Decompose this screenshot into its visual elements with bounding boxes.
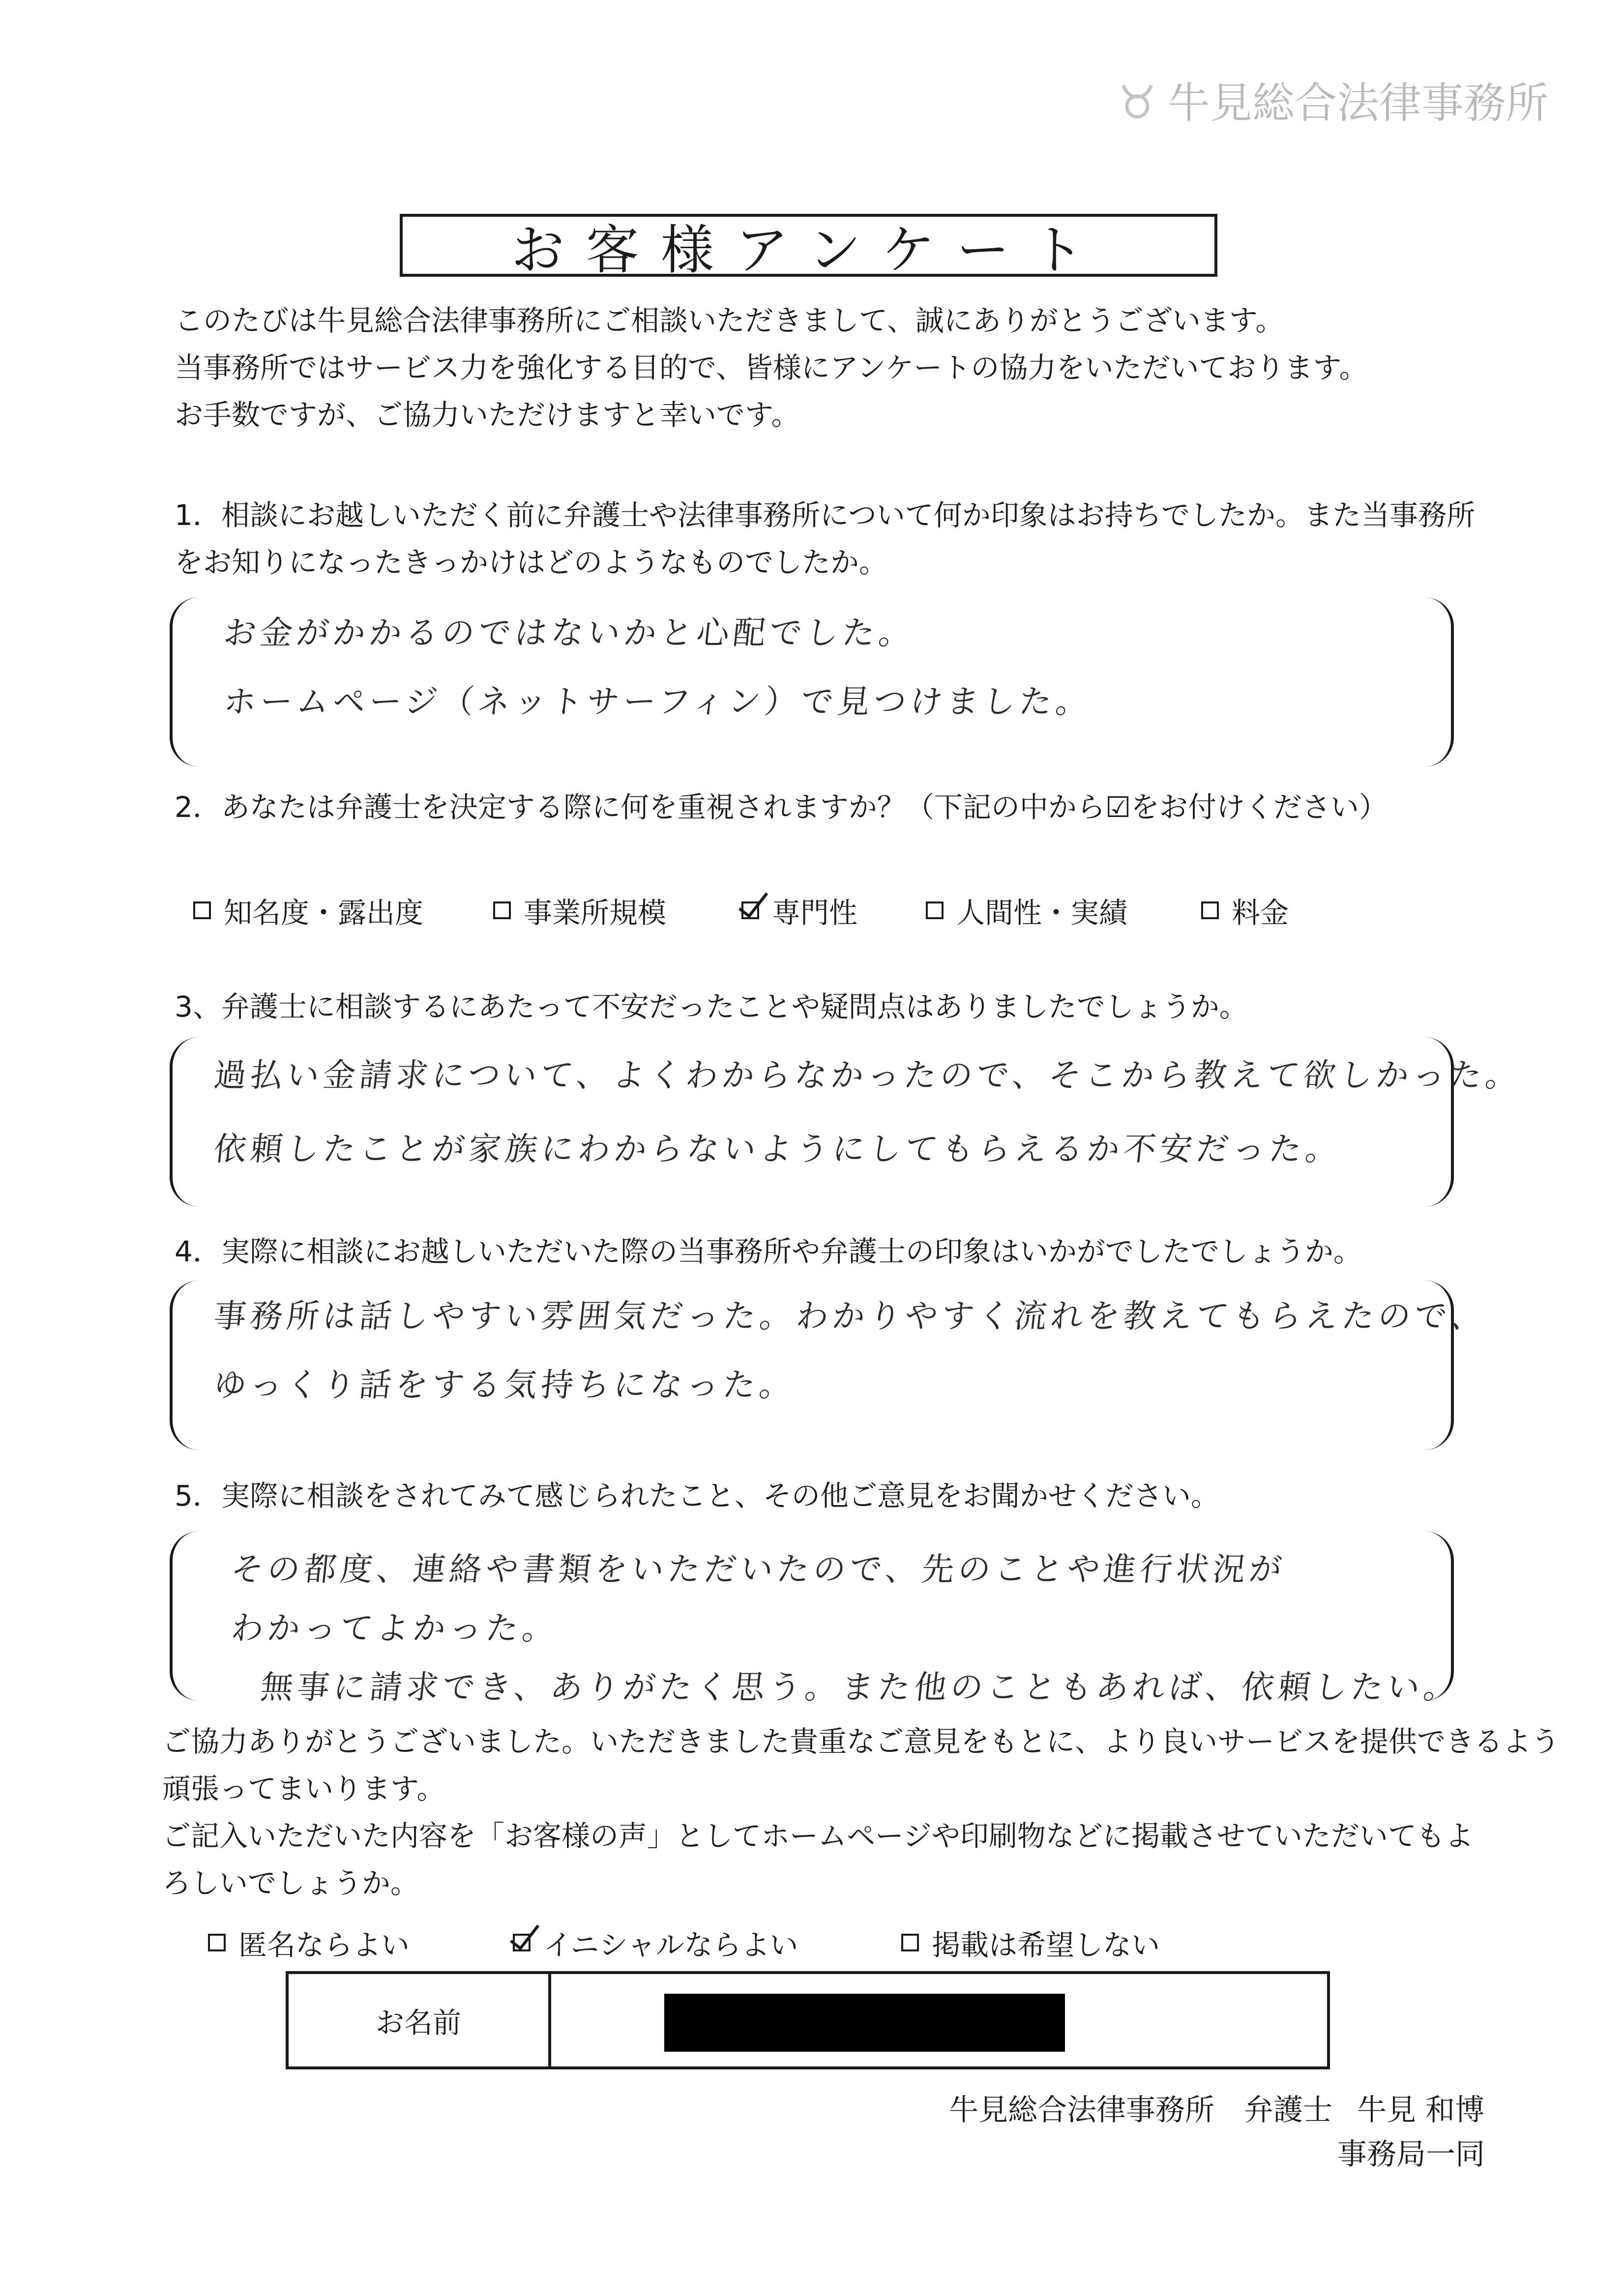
- signature-role: 弁護士: [1244, 2093, 1332, 2127]
- question-3: 3、弁護士に相談するにあたって不安だったことや疑問点はありましたでしょうか。: [175, 990, 1248, 1023]
- option-expertise[interactable]: [741, 890, 857, 931]
- question-5: 5．実際に相談をされてみて感じられたこと、その他ご意見をお聞かせください。: [175, 1479, 1219, 1512]
- closing-line-3: ご記入いただいた内容を「お客様の声」としてホームページや印刷物などに掲載させていただいてもよ: [162, 1819, 1474, 1853]
- intro-line-3: お手数ですが、ご協力いただけますと幸いです。: [175, 398, 800, 432]
- answer-5-line-2: わかってよかった。: [229, 1609, 561, 1647]
- option-label: 人間性・実績: [956, 896, 1128, 930]
- option-initials[interactable]: [513, 1922, 798, 1963]
- closing-line-4: ろしいでしょうか。: [162, 1866, 419, 1900]
- name-table: [286, 1971, 1330, 2069]
- answer-4-line-2: ゆっくり話をする気持ちになった。: [212, 1366, 798, 1404]
- option-label: 匿名ならよい: [238, 1928, 410, 1962]
- question-4: 4．実際に相談にお越しいただいた際の当事務所や弁護士の印象はいかがでしたでしょうか。: [175, 1235, 1362, 1268]
- signature-name: 牛見 和博: [1357, 2093, 1485, 2127]
- checkbox[interactable]: [493, 901, 511, 919]
- redaction-bar: [664, 1994, 1065, 2052]
- option-label: 料金: [1232, 896, 1289, 930]
- option-label: イニシャルならよい: [543, 1928, 798, 1962]
- answer-3-line-1: 過払い金請求について、よくわからなかったので、そこから教えて欲しかった。: [212, 1056, 1524, 1094]
- option-fee[interactable]: [1201, 890, 1289, 931]
- intro-line-1: このたびは牛見総合法律事務所にご相談いただきまして、誠にありがとうございます。: [175, 304, 1284, 337]
- answer-1-line-1: お金がかかるのではないかと心配でした。: [222, 614, 917, 652]
- question-1-line-1: 1．相談にお越しいただく前に弁護士や法律事務所について何か印象はお持ちでしたか。また当事務所: [175, 498, 1476, 532]
- name-field[interactable]: [551, 1974, 1327, 2066]
- signature-office: 牛見総合法律事務所: [949, 2093, 1214, 2127]
- option-label: 知名度・露出度: [224, 896, 424, 930]
- name-label: お名前: [289, 1974, 551, 2066]
- bull-logo-icon: [1114, 76, 1161, 123]
- answer-4-line-1: 事務所は話しやすい雰囲気だった。わかりやすく流れを教えてもらえたので、: [212, 1297, 1489, 1335]
- checkbox-checked[interactable]: [513, 1934, 531, 1951]
- option-anonymous[interactable]: [208, 1922, 410, 1963]
- answer-3-line-2: 依頼したことが家族にわからないようにしてもらえるか不安だった。: [212, 1130, 1344, 1168]
- checkbox[interactable]: [193, 901, 211, 919]
- answer-1-line-2: ホームページ（ネットサーフィン）で見つけました。: [222, 683, 1094, 721]
- option-character-record[interactable]: [926, 890, 1127, 931]
- logo-text: 牛見総合法律事務所: [1168, 79, 1548, 128]
- option-office-size[interactable]: [493, 890, 666, 931]
- option-label: 掲載は希望しない: [932, 1928, 1160, 1962]
- checkbox[interactable]: [926, 901, 944, 919]
- closing-line-1: ご協力ありがとうございました。いただきました貴重なご意見をもとに、より良いサービスを提供できるよう: [162, 1725, 1560, 1758]
- option-label: 専門性: [772, 896, 858, 930]
- answer-5-line-3: 無事に請求でき、ありがたく思う。また他のこともあれば、依頼したい。: [259, 1668, 1462, 1706]
- closing-line-2: 頑張ってまいります。: [162, 1772, 445, 1805]
- question-2: 2．あなたは弁護士を決定する際に何を重視されますか？（下記の中から☑をお付けください）: [175, 790, 1388, 824]
- question-1-line-2: をお知りになったきっかけはどのようなものでしたか。: [175, 546, 888, 579]
- checkbox[interactable]: [208, 1934, 226, 1951]
- checkbox[interactable]: [1201, 901, 1219, 919]
- answer-5-line-1: その都度、連絡や書類をいただいたので、先のことや進行状況が: [229, 1550, 1288, 1588]
- office-logo: [1114, 69, 1548, 130]
- intro-line-2: 当事務所ではサービス力を強化する目的で、皆様にアンケートの協力をいただいております。: [175, 351, 1368, 384]
- option-label: 事業所規模: [524, 896, 667, 930]
- checkbox-checked[interactable]: [741, 901, 759, 919]
- option-no-publish[interactable]: [901, 1922, 1160, 1963]
- checkbox[interactable]: [901, 1934, 919, 1951]
- option-name-recognition[interactable]: [193, 890, 423, 931]
- signature-staff: 事務局一同: [1337, 2137, 1485, 2172]
- survey-title: お客様アンケート: [400, 214, 1217, 277]
